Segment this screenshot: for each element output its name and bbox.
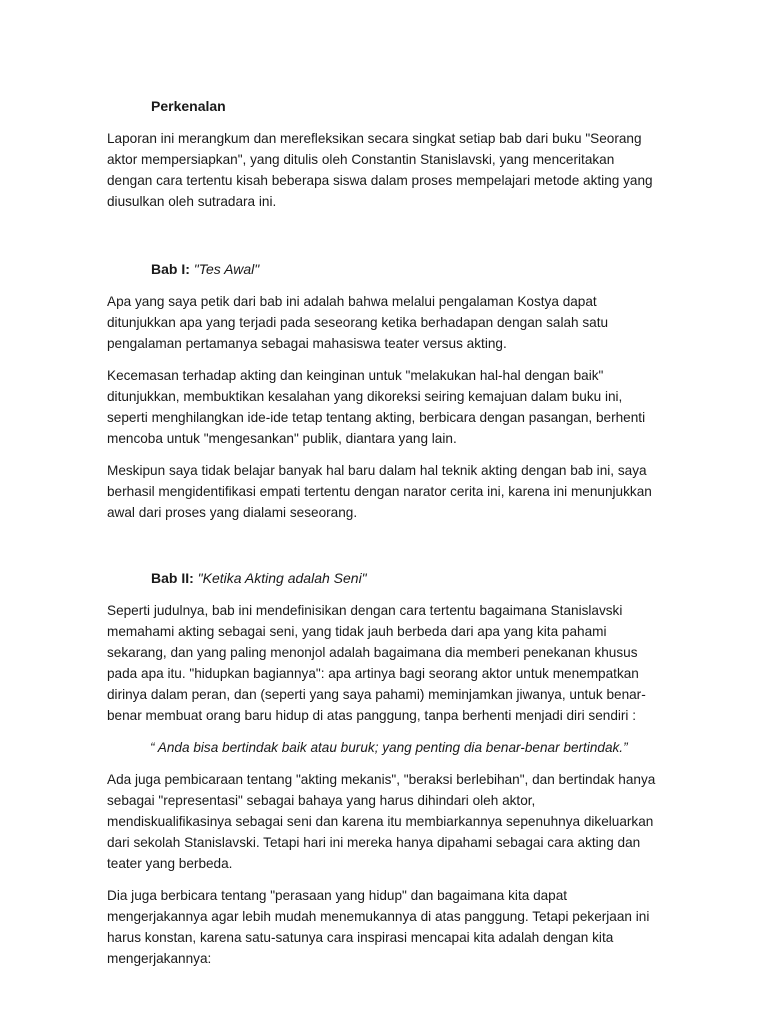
intro-paragraph: Laporan ini merangkum dan merefleksikan secara singkat setiap bab dari buku "Seorang aktor mempersiapkan", yang ditulis oleh Constantin Stanislavski, yang menceritakan dengan cara tertentu kisah beberapa siswa dalam proses mempelajari metode akting yang diusulkan oleh sutradara ini.	[107, 131, 653, 209]
section-heading-intro	[151, 96, 658, 117]
bab1-paragraph-3: Meskipun saya tidak belajar banyak hal baru dalam hal teknik akting dengan bab ini, saya berhasil mengidentifikasi empati tertentu dengan narator cerita ini, karena ini menunjukkan awal dari proses yang dialami seseorang.	[107, 463, 652, 520]
intro-heading-text: Perkenalan	[151, 98, 226, 114]
bab2-paragraph-3: Dia juga berbicara tentang "perasaan yang hidup" dan bagaimana kita dapat mengerjakannya agar lebih mudah menemukannya di atas panggung. Tetapi pekerjaan ini harus konstan, karena satu-satunya cara inspirasi mencapai kita adalah dengan kita mengerjakannya:	[107, 888, 650, 966]
spacer	[107, 223, 658, 259]
section-heading-bab1	[151, 259, 658, 280]
bab1-paragraph-2: Kecemasan terhadap akting dan keinginan untuk "melakukan hal-hal dengan baik" ditunjukkan, membuktikan kesalahan yang dikoreksi seiring kemajuan dalam buku ini, seperti menghilangkan ide-ide tetap tentang akting, berbicara dengan pasangan, berhenti mencoba untuk "mengesankan" publik, diantara yang lain.	[107, 368, 646, 446]
bab2-label: Bab II:	[151, 570, 194, 586]
bab1-label: Bab I:	[151, 261, 190, 277]
bab1-paragraph-1: Apa yang saya petik dari bab ini adalah bahwa melalui pengalaman Kostya dapat ditunjukkan apa yang terjadi pada seseorang ketika berhadapan dengan salah satu pengalaman pertamanya sebagai mahasiswa teater versus akting.	[107, 294, 609, 351]
bab1-title: "Tes Awal"	[193, 261, 260, 277]
bab2-quote: “ Anda bisa bertindak baik atau buruk; yang penting dia benar-benar bertindak.”	[150, 740, 628, 755]
section-heading-bab2	[151, 568, 658, 589]
bab2-paragraph-2: Ada juga pembicaraan tentang "akting mekanis", "beraksi berlebihan", dan bertindak hanya sebagai "representasi" sebagai bahaya yang harus dihindari oleh aktor, mendiskualifikasinya sebagai seni dan karena itu membiarkannya sepenuhnya dikeluarkan dari sekolah Stanislavski. Tetapi hari ini mereka hanya dipahami sebagai cara akting dan teater yang berbeda.	[107, 772, 656, 871]
bab2-title: "Ketika Akting adalah Seni"	[197, 570, 367, 586]
bab2-paragraph-1: Seperti judulnya, bab ini mendefinisikan dengan cara tertentu bagaimana Stanislavski memahami akting sebagai seni, yang tidak jauh berbeda dari apa yang kita pahami sekarang, dan yang paling menonjol adalah bagaimana dia memberi penekanan khusus pada apa itu. "hidupkan bagiannya": apa artinya bagi seorang aktor untuk menempatkan dirinya dalam peran, dan (seperti yang saya pahami) meminjamkan jiwanya, untuk benar-benar membuat orang baru hidup di atas panggung, tanpa berhenti menjadi diri sendiri :	[107, 603, 646, 723]
spacer	[107, 534, 658, 568]
